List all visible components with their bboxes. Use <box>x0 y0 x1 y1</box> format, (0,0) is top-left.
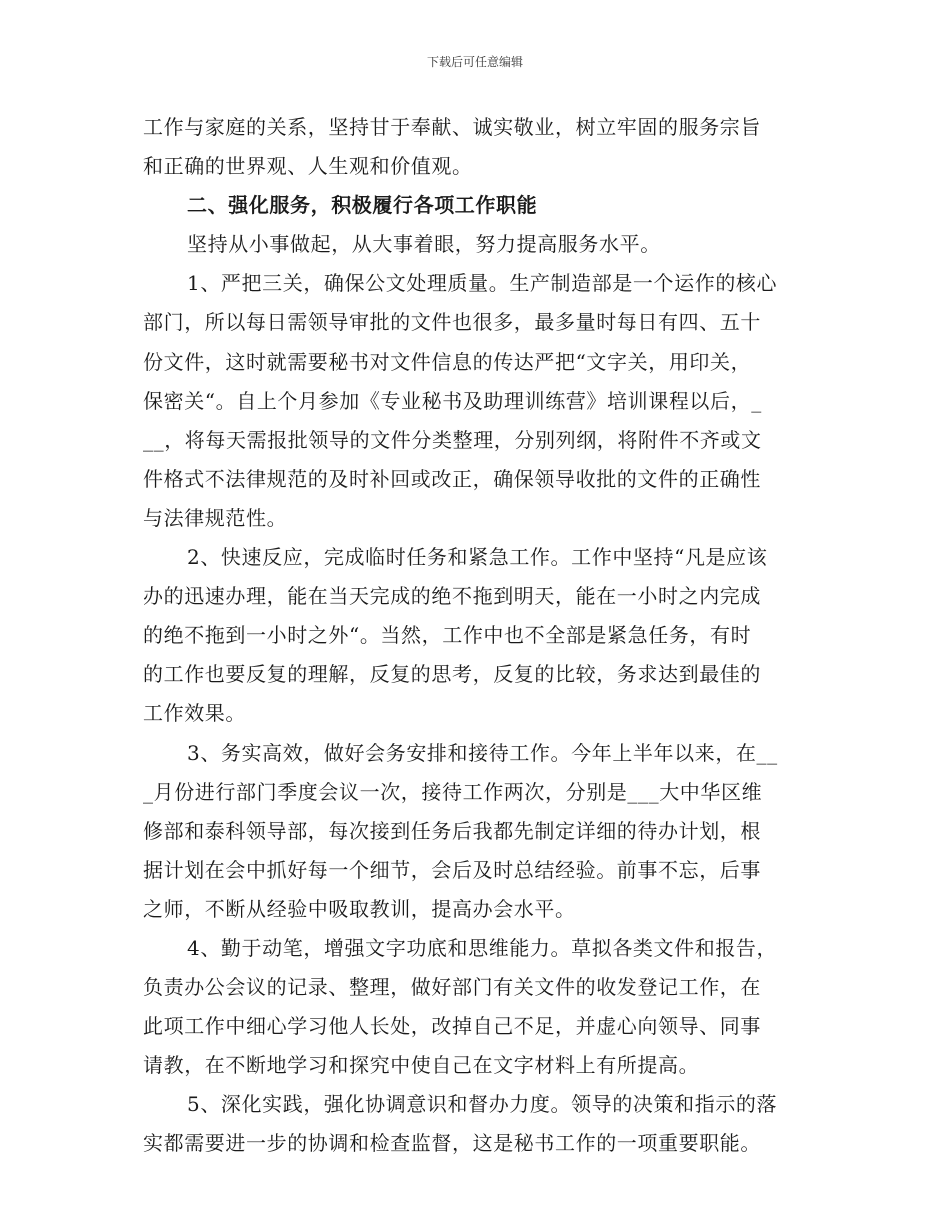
section-heading: 二、强化服务，积极履行各项工作职能 <box>187 193 538 218</box>
text-line: 件格式不法律规范的及时补回或改正，确保领导收批的文件的正确性 <box>143 466 761 491</box>
text-line: 1、严把三关，确保公文处理质量。生产制造部是一个运作的核心 <box>187 271 778 296</box>
text-line: 修部和泰科领导部，每次接到任务后我都先制定详细的待办计划，根 <box>143 818 761 843</box>
text-line: 份文件，这时就需要秘书对文件信息的传达严把“文字关，用印关， <box>143 349 752 374</box>
text-line: 4、勤于动笔，增强文字功底和思维能力。草拟各类文件和报告， <box>187 935 778 960</box>
text-line: 办的迅速办理，能在当天完成的绝不拖到明天，能在一小时之内完成 <box>143 584 761 609</box>
page-header: 下载后可任意编辑 <box>426 55 523 69</box>
text-line: 此项工作中细心学习他人长处，改掉自己不足，并虚心向领导、同事 <box>143 1014 761 1039</box>
text-line: 保密关“。自上个月参加《专业秘书及助理训练营》培训课程以后，_ <box>143 388 762 413</box>
text-line: 和正确的世界观、人生观和价值观。 <box>143 154 473 179</box>
text-line: 的工作也要反复的理解，反复的思考，反复的比较，务求达到最佳的 <box>143 662 761 687</box>
text-line: 5、深化实践，强化协调意识和督办力度。领导的决策和指示的落 <box>187 1092 778 1117</box>
text-line: 负责办公会议的记录、整理，做好部门有关文件的收发登记工作，在 <box>143 975 761 1000</box>
text-line: 工作与家庭的关系，坚持甘于奉献、诚实敬业，树立牢固的服务宗旨 <box>143 115 761 139</box>
text-line: 据计划在会中抓好每一个细节，会后及时总结经验。前事不忘，后事 <box>143 857 761 882</box>
text-line: 3、务实高效，做好会务安排和接待工作。今年上半年以来，在__ <box>187 740 778 765</box>
document-body <box>143 108 808 1164</box>
text-line: 实都需要进一步的协调和检查监督，这是秘书工作的一项重要职能。 <box>143 1131 761 1156</box>
text-line: _月份进行部门季度会议一次，接待工作两次，分别是___大中华区维 <box>143 779 763 804</box>
text-line: 工作效果。 <box>143 701 246 726</box>
text-line: __，将每天需报批领导的文件分类整理，分别列纲，将附件不齐或文 <box>143 427 762 452</box>
text-line: 部门，所以每日需领导审批的文件也很多，最多量时每日有四、五十 <box>143 310 761 335</box>
text-line: 2、快速反应，完成临时任务和紧急工作。工作中坚持“凡是应该 <box>187 545 768 570</box>
text-line: 与法律规范性。 <box>143 505 288 530</box>
text-line: 请教，在不断地学习和探究中使自己在文字材料上有所提高。 <box>143 1053 700 1078</box>
text-line: 坚持从小事做起，从大事着眼，努力提高服务水平。 <box>187 232 661 257</box>
text-line: 之师，不断从经验中吸取教训，提高办会水平。 <box>143 896 576 921</box>
text-line: 的绝不拖到一小时之外“。当然，工作中也不全部是紧急任务，有时 <box>143 623 752 648</box>
